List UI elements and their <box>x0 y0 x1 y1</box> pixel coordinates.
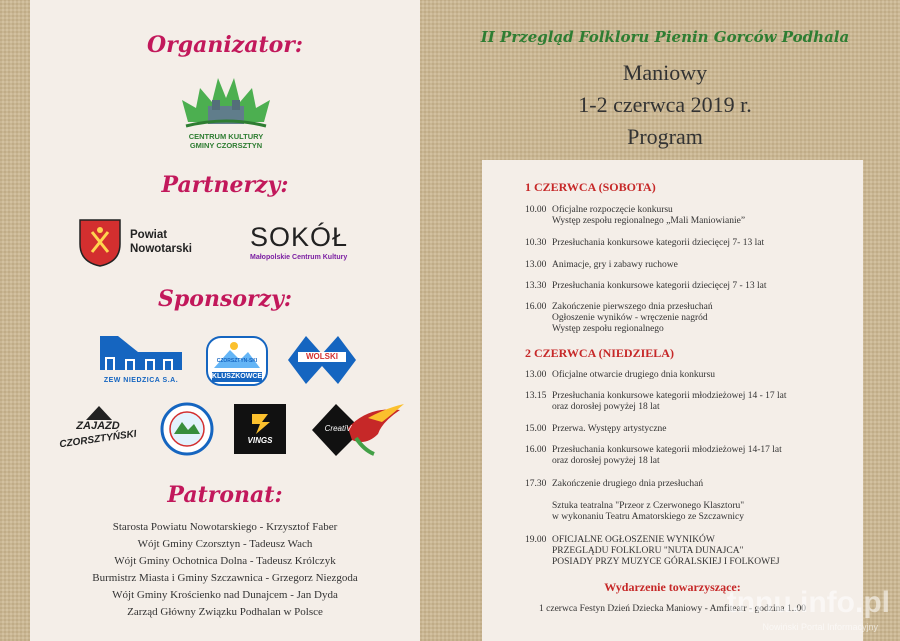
program-desc: OFICJALNE OGŁOSZENIE WYNIKÓW <box>552 535 715 545</box>
program-time: 19.00 <box>525 535 547 545</box>
sokol-logo <box>250 222 380 268</box>
partners-heading: Partnerzy: <box>161 172 289 198</box>
program-time: 13.00 <box>525 370 547 380</box>
ck-logo-line1: CENTRUM KULTURY <box>188 132 264 141</box>
program-desc: Przesłuchania konkursowe kategorii młodzieżowej 14-17 lat <box>552 445 782 455</box>
sokol-sub: Małopolskie Centrum Kultury <box>250 254 348 261</box>
patron-3: Wójt Gminy Ochotnica Dolna - Tadeusz Królczyk <box>114 555 336 567</box>
seal-icon <box>160 402 214 456</box>
watermark-sub: Nowiński Portal Informacyjny <box>762 622 878 632</box>
events-line: 1 czerwca Festyn Dzień Dziecka Maniowy - Amfiteatr - godzina 1..00 <box>539 604 806 614</box>
program-desc: Oficjalne rozpoczęcie konkursu <box>552 205 673 215</box>
day2-heading: 2 CZERWCA (NIEDZIELA) <box>525 346 674 360</box>
program-time: 10.30 <box>525 238 547 248</box>
wolski-label: WOLSKI <box>306 352 338 361</box>
program-desc: Przesłuchania konkursowe kategorii młodzieżowej 14 - 17 lat <box>552 391 787 401</box>
program-title: Program <box>627 124 703 149</box>
organizer-heading: Organizator: <box>146 32 304 58</box>
program-desc: w wykonaniu Teatru Amatorskiego ze Szczawnicy <box>552 512 745 522</box>
program-desc: Występ zespołu regionalnego „Mali Maniowianie” <box>552 216 746 226</box>
program-desc: oraz dorosłej powyżej 18 lat <box>552 402 660 412</box>
vings-label: VINGS <box>247 436 273 445</box>
powiat-line1: Powiat <box>130 229 168 241</box>
powiat-line2: Nowotarski <box>130 243 192 255</box>
festival-date: 1-2 czerwca 2019 r. <box>578 92 752 117</box>
patron-5: Wójt Gminy Krościenko nad Dunajcem - Jan Dyda <box>112 589 338 601</box>
patron-4: Burmistrz Miasta i Gminy Szczawnica - Grzegorz Niezgoda <box>92 572 358 584</box>
program-desc: Zakończenie drugiego dnia przesłuchań <box>552 479 704 489</box>
program-time: 16.00 <box>525 302 547 312</box>
patron-2: Wójt Gminy Czorsztyn - Tadeusz Wach <box>137 538 313 550</box>
dam-icon <box>98 330 182 372</box>
ck-czorsztyn-logo <box>178 70 274 160</box>
zajazd-line2: CZORSZTYŃSKI <box>58 428 138 451</box>
festival-title: II Przegląd Folkloru Pienin Gorców Podhala <box>480 28 850 46</box>
patron-6: Zarząd Główny Związku Podhalan w Polsce <box>127 606 323 618</box>
creativ-logo <box>308 400 406 458</box>
program-desc: oraz dorosłej powyżej 18 lat <box>552 456 660 466</box>
patron-1: Starosta Powiatu Nowotarskiego - Krzysztof Faber <box>112 521 338 533</box>
events-heading: Wydarzenie towarzyszące: <box>604 580 741 594</box>
program-desc: Animacje, gry i zabawy ruchowe <box>552 260 678 270</box>
program-time: 17.30 <box>525 479 547 489</box>
sokol-name: SOKÓŁ <box>250 222 349 252</box>
watermark: tnnu.info.pl <box>726 586 890 619</box>
program-desc: Zakończenie pierwszego dnia przesłuchań <box>552 302 713 312</box>
program-desc: POSIADY PRZY MUZYCE GÓRALSKIEJ I FOLKOWEJ <box>552 557 780 567</box>
kluszkowce-logo <box>204 334 270 388</box>
round-seal-logo <box>160 402 214 456</box>
program-time: 15.00 <box>525 424 547 434</box>
powiat-nowotarski-logo <box>78 218 208 270</box>
program-time: 13.00 <box>525 260 547 270</box>
ck-logo-line2: GMINY CZORSZTYN <box>189 141 263 150</box>
program-desc: Przesłuchania konkursowe kategorii dziecięcej 7 - 13 lat <box>552 281 767 291</box>
vings-logo <box>234 404 286 454</box>
crown-castle-icon <box>178 70 274 132</box>
program-time: 13.30 <box>525 281 547 291</box>
zajazd-line1: ZAJAZD <box>76 420 120 432</box>
program-time: 10.00 <box>525 205 547 215</box>
coat-of-arms-icon <box>78 218 122 268</box>
sponsors-heading: Sponsorzy: <box>158 286 292 312</box>
festival-place: Maniowy <box>622 60 708 85</box>
zew-niedzica-logo <box>98 330 184 384</box>
zew-label: ZEW NIEDZICA S.A. <box>103 377 179 384</box>
wing-icon <box>234 408 286 438</box>
program-desc: Przesłuchania konkursowe kategorii dziecięcej 7- 13 lat <box>552 238 765 248</box>
program-time: 16.00 <box>525 445 547 455</box>
program-time: 13.15 <box>525 391 547 401</box>
wolski-logo <box>286 332 358 386</box>
creativ-label: CreatiV <box>324 424 352 433</box>
patronage-heading: Patronat: <box>167 482 283 508</box>
program-desc: Oficjalne otwarcie drugiego dnia konkursu <box>552 370 716 380</box>
kluszkowce-top: CZORSZTYN-SKI <box>216 358 258 364</box>
day1-heading: 1 CZERWCA (SOBOTA) <box>525 180 656 194</box>
program-desc: PRZEGLĄDU FOLKLORU "NUTA DUNAJCA" <box>552 546 744 556</box>
zajazd-czorsztynski-logo <box>50 404 146 454</box>
program-desc: Występ zespołu regionalnego <box>552 324 664 334</box>
program-desc: Ogłoszenie wyników - wręczenie nagród <box>552 313 708 323</box>
program-desc: Przerwa. Występy artystyczne <box>552 424 667 434</box>
kluszkowce-label: KLUSZKOWCE <box>211 373 263 380</box>
program-desc: Sztuka teatralna "Przeor z Czerwonego Klasztoru" <box>552 501 745 511</box>
